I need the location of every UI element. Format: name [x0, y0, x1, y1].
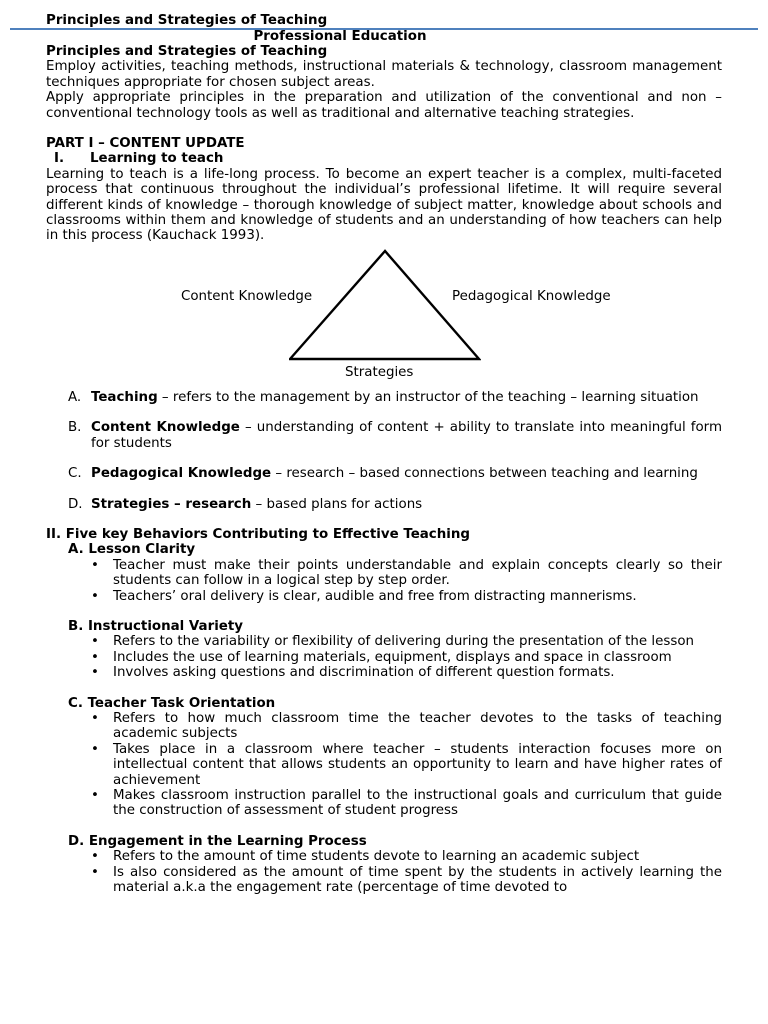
- definition-text: – understanding of content + ability to translate into meaningful form for students: [91, 420, 722, 451]
- behavior-heading-engagement: D. Engagement in the Learning Process: [68, 833, 367, 849]
- bullet-item: • Refers to the variability or flexibility of delivering during the presentation of the lesson: [46, 634, 722, 649]
- definition-term: Strategies – research: [91, 496, 252, 512]
- definition-item: [46, 466, 722, 481]
- definition-item: [46, 390, 722, 405]
- definition-letter: B.: [68, 420, 82, 436]
- bullet-item: • Is also considered as the amount of time spent by the students in actively learning the material a.k.a the engagement rate (percentage of time devoted to: [46, 865, 722, 896]
- part2-heading: II. Five key Behaviors Contributing to Effective Teaching: [46, 526, 470, 542]
- section-1-heading: [46, 151, 722, 166]
- bullet-item: • Includes the use of learning materials, equipment, displays and space in classroom: [46, 650, 722, 665]
- bullet-item: • Takes place in a classroom where teacher – students interaction focuses more on intellectual content that allows students an opportunity to learn and have higher rates of achievement: [46, 742, 722, 788]
- spacer: [46, 121, 722, 136]
- section-1-title: Learning to teach: [90, 151, 224, 167]
- header-subtitle: Professional Education: [253, 29, 427, 44]
- definition-text: – based plans for actions: [251, 496, 423, 512]
- bullet-item: • Involves asking questions and discrimination of different question formats.: [46, 665, 722, 680]
- bullet-item: • Makes classroom instruction parallel to the instructional goals and curriculum that guide the construction of assessment of student progress: [46, 788, 722, 819]
- definition-text: – research – based connections between teaching and learning: [271, 466, 698, 482]
- intro-heading: Principles and Strategies of Teaching: [46, 44, 328, 59]
- behavior-heading-instructional-variety: B. Instructional Variety: [68, 618, 243, 634]
- part1-heading: PART I – CONTENT UPDATE: [46, 136, 245, 152]
- definition-item: [46, 420, 722, 451]
- bullet-item: • Refers to the amount of time students devote to learning an academic subject: [46, 849, 722, 864]
- triangle-label-right: Pedagogical Knowledge: [452, 288, 611, 304]
- behavior-heading-lesson-clarity: A. Lesson Clarity: [68, 542, 196, 558]
- bullet-item: • Teacher must make their points understandable and explain concepts clearly so their students can follow in a logical step by step order.: [46, 558, 722, 589]
- document-body: [46, 44, 722, 895]
- behavior-bullet-list: [46, 558, 722, 604]
- section-1-paragraph: Learning to teach is a life-long process. To become an expert teacher is a complex, multi-faceted process that continuous throughout the individual’s professional lifetime. It will require several different kinds of knowledge – thorough knowledge of subject matter, knowledge about schools and classrooms within them and knowledge of students and an understanding of how teachers can help in this process (Kauchack 1993).: [46, 166, 722, 244]
- intro-paragraph-2: Apply appropriate principles in the preparation and utilization of the conventional and non – conventional technology tools as well as traditional and alternative teaching strategies.: [46, 90, 722, 121]
- knowledge-triangle-diagram: [46, 244, 722, 390]
- definition-item: [46, 497, 722, 512]
- behavior-bullet-list: [46, 634, 722, 680]
- definition-letter: C.: [68, 466, 82, 482]
- definition-term: Pedagogical Knowledge: [91, 466, 272, 482]
- section-1-number: I.: [54, 151, 65, 167]
- definition-term: Teaching: [91, 389, 158, 405]
- behavior-bullet-list: [46, 849, 722, 895]
- behavior-heading-task-orientation: C. Teacher Task Orientation: [68, 695, 276, 711]
- intro-paragraph-1: Employ activities, teaching methods, instructional materials & technology, classroom management techniques appropriate for chosen subject areas.: [46, 59, 722, 90]
- definition-letter: A.: [68, 389, 82, 405]
- definition-text: – refers to the management by an instructor of the teaching – learning situation: [157, 389, 699, 405]
- definition-term: Content Knowledge: [91, 420, 240, 436]
- bullet-item: • Refers to how much classroom time the teacher devotes to the tasks of teaching academic subjects: [46, 711, 722, 742]
- behavior-bullet-list: [46, 711, 722, 819]
- triangle-label-left: Content Knowledge: [181, 288, 313, 304]
- definition-letter: D.: [68, 496, 83, 512]
- triangle-label-bottom: Strategies: [345, 364, 414, 380]
- bullet-item: • Teachers’ oral delivery is clear, audible and free from distracting mannerisms.: [46, 589, 722, 604]
- header-title: Principles and Strategies of Teaching: [46, 13, 328, 28]
